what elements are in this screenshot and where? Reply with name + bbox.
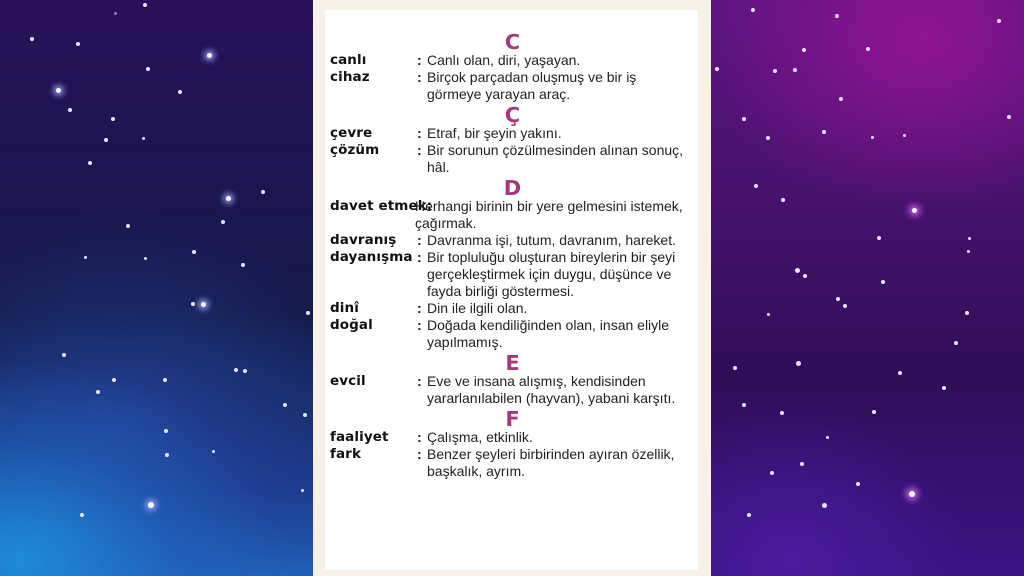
entry-separator: : [417, 373, 422, 389]
entry-separator: : [417, 317, 422, 333]
glossary-entry [330, 232, 695, 249]
section-letter-c-cedilla: Ç [504, 103, 521, 127]
glossary-entry [330, 198, 695, 232]
glossary-entry [330, 52, 695, 69]
entry-term: fark [330, 446, 362, 462]
entry-definition: Benzer şeyleri birbirinden ayıran özellik, başkalık, ayrım. [427, 446, 675, 479]
entry-separator: : [417, 232, 422, 248]
glossary-panel [313, 0, 711, 576]
entry-definition: Eve ve insana alışmış, kendisinden yararlanılabilen (hayvan), yabani karşıtı. [427, 373, 676, 406]
entry-definition: Çalışma, etkinlik. [427, 429, 533, 445]
entry-definition: Etraf, bir şeyin yakını. [427, 125, 562, 141]
entry-term: dinî [330, 300, 359, 316]
entry-separator: : [417, 125, 422, 141]
section-letter-d: D [503, 176, 522, 200]
entry-separator: : [417, 142, 422, 158]
glossary-page [325, 10, 698, 570]
entry-definition: Din ile ilgili olan. [427, 300, 528, 316]
section-letter-e: E [505, 351, 520, 375]
entry-term: çözüm [330, 142, 380, 158]
entry-definition: Birçok parçadan oluşmuş ve bir iş görmeye yarayan araç. [427, 69, 637, 102]
entry-definition: Bir sorunun çözülmesinden alınan sonuç, hâl. [427, 142, 684, 175]
entry-definition: Doğada kendiliğinden olan, insan eliyle yapılmamış. [427, 317, 670, 350]
entry-term: dayanışma [330, 249, 413, 265]
entry-separator: : [417, 429, 422, 445]
entry-definition: Herhangi birinin bir yere gelmesini istemek, çağırmak. [415, 198, 683, 231]
glossary-entry [330, 249, 695, 300]
glossary-entry [330, 446, 695, 480]
entry-separator: : [417, 52, 422, 68]
entry-term: canlı [330, 52, 367, 68]
glossary-content [330, 30, 695, 480]
entry-term: faaliyet [330, 429, 389, 445]
glossary-entry [330, 69, 695, 103]
starry-background-right [711, 0, 1024, 576]
section-letter-f: F [505, 407, 520, 431]
entry-term: davet etmek: [330, 198, 433, 214]
section-letter-c: C [504, 30, 521, 54]
entry-separator: : [417, 69, 422, 85]
entry-separator: : [417, 300, 422, 316]
entry-definition: Canlı olan, diri, yaşayan. [427, 52, 581, 68]
glossary-entry [330, 317, 695, 351]
entry-term: evcil [330, 373, 366, 389]
entry-separator: : [417, 249, 422, 265]
entry-definition: Davranma işi, tutum, davranım, hareket. [427, 232, 676, 248]
glossary-entry [330, 125, 695, 142]
entry-term: doğal [330, 317, 373, 333]
entry-term: davranış [330, 232, 397, 248]
glossary-entry [330, 300, 695, 317]
starry-background-left [0, 0, 313, 576]
glossary-entry [330, 142, 695, 176]
glossary-entry [330, 373, 695, 407]
entry-term: çevre [330, 125, 373, 141]
glossary-entry [330, 429, 695, 446]
entry-definition: Bir topluluğu oluşturan bireylerin bir şeyi gerçekleştirmek için duygu, düşünce ve fayda birliği göstermesi. [427, 249, 676, 299]
entry-term: cihaz [330, 69, 370, 85]
entry-separator: : [417, 446, 422, 462]
